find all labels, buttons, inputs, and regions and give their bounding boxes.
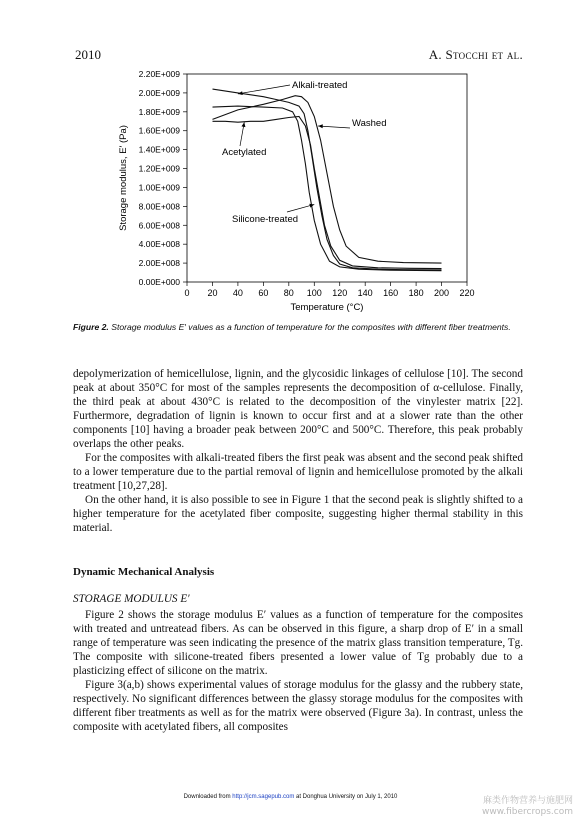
annotation-arrowhead bbox=[318, 124, 323, 128]
x-tick-label: 80 bbox=[283, 288, 294, 298]
body-text-block-2 bbox=[73, 608, 523, 734]
annotation-leader bbox=[238, 85, 290, 94]
watermark: 麻类作物营养与施肥网 www.fibercrops.com bbox=[482, 796, 573, 817]
annotation-arrowhead bbox=[242, 122, 246, 127]
annotation-label: Silicone-treated bbox=[232, 214, 299, 225]
x-tick-label: 100 bbox=[306, 288, 322, 298]
x-tick-label: 60 bbox=[258, 288, 269, 298]
body-text-block-1 bbox=[73, 367, 523, 535]
y-tick-label: 8.00E+008 bbox=[138, 201, 180, 212]
annotation-leader bbox=[318, 126, 350, 128]
y-tick-label: 1.20E+009 bbox=[138, 163, 180, 174]
y-tick-label: 1.40E+009 bbox=[138, 144, 180, 155]
plot-frame bbox=[187, 74, 467, 282]
x-tick-label: 120 bbox=[332, 288, 348, 298]
x-tick-label: 140 bbox=[357, 288, 373, 298]
y-tick-label: 2.00E+008 bbox=[138, 258, 180, 269]
paragraph: Figure 2 shows the storage modulus E′ values as a function of temperature for the composites with treated and untreatead fibers. As can be observed in this figure, a sharp drop of E′ in a small range of temperature was seen indicating the presence of the matrix glass transition temperature, Tg. The composite with silicone-treated fibers presented a lower value of Tg probably due to a plasticizing effect of silicone on the matrix. bbox=[73, 609, 523, 677]
y-tick-label: 2.00E+009 bbox=[138, 87, 180, 98]
paragraph: On the other hand, it is also possible to see in Figure 1 that the second peak is slightly shifted to a higher temperature for the acetylated fiber composite, suggesting higher thermal stability in this material. bbox=[73, 494, 523, 534]
paragraph: Figure 3(a,b) shows experimental values of storage modulus for the glassy and the rubbery state, respectively. No significant differences between the glassy storage modulus for the composites with different fiber treatments as well as for the matrix were observed (Figure 3a). In contrast, unless the composite with acetylated fibers, all composites bbox=[73, 679, 523, 733]
annotation-label: Acetylated bbox=[222, 147, 267, 158]
paragraph: For the composites with alkali-treated fibers the first peak was absent and the second peak shifted to a lower temperature due to the partial removal of lignin and hemicellulose promoted by the alkali treatment [10,27,28]. bbox=[73, 452, 523, 492]
page-number: 2010 bbox=[75, 47, 101, 62]
annotation-label: Washed bbox=[352, 118, 387, 129]
y-tick-label: 0.00E+000 bbox=[138, 277, 180, 287]
footer-link[interactable]: http://jcm.sagepub.com bbox=[232, 794, 295, 800]
x-tick-label: 220 bbox=[459, 288, 475, 298]
y-tick-label: 2.20E+009 bbox=[138, 69, 180, 79]
storage-modulus-chart bbox=[112, 64, 492, 319]
x-tick-label: 180 bbox=[408, 288, 424, 298]
x-tick-label: 200 bbox=[434, 288, 450, 298]
running-head-authors: A. Stocchi et al. bbox=[428, 47, 523, 62]
paragraph: depolymerization of hemicellulose, lignin, and the glycosidic linkages of cellulose [10]. The second peak at about 350°C for most of the samples represents the decomposition of α-cellulose. Finally, the third peak at about 430°C is related to the decomposition of the vinylester matrix [22]. Furthermore, degradation of lignin is known to occur first and at a slower rate than the other components [10] having a broader peak between 200°C and 500°C. Therefore, this peak probably overlaps the other peaks. bbox=[73, 368, 523, 450]
section-title: Dynamic Mechanical Analysis bbox=[73, 566, 215, 578]
caption-text: Storage modulus E′ values as a function of temperature for the composites with different fiber treatments. bbox=[111, 322, 511, 332]
x-tick-label: 0 bbox=[184, 288, 190, 298]
subsection-title: STORAGE MODULUS E′ bbox=[73, 593, 190, 605]
y-tick-label: 4.00E+008 bbox=[138, 239, 180, 250]
x-tick-label: 40 bbox=[232, 288, 243, 298]
figure-caption bbox=[73, 322, 523, 333]
series-line-silicone-treated bbox=[213, 106, 442, 271]
y-axis-label: Storage modulus, E′ (Pa) bbox=[118, 125, 129, 231]
y-tick-label: 6.00E+008 bbox=[138, 220, 180, 231]
annotation-label: Alkali-treated bbox=[292, 80, 348, 91]
download-footer: Downloaded from http://jcm.sagepub.com at Donghua University on July 1, 2010 bbox=[183, 794, 398, 800]
series-line-alkali-treated bbox=[213, 89, 442, 270]
x-tick-label: 20 bbox=[207, 288, 218, 298]
figure-label: Figure 2. bbox=[73, 322, 109, 332]
x-axis-label: Temperature (°C) bbox=[290, 302, 364, 313]
y-tick-label: 1.00E+009 bbox=[138, 182, 180, 193]
series-line-acetylated bbox=[213, 117, 442, 269]
y-tick-label: 1.60E+009 bbox=[138, 125, 180, 136]
y-tick-label: 1.80E+009 bbox=[138, 106, 180, 117]
x-tick-label: 160 bbox=[383, 288, 399, 298]
